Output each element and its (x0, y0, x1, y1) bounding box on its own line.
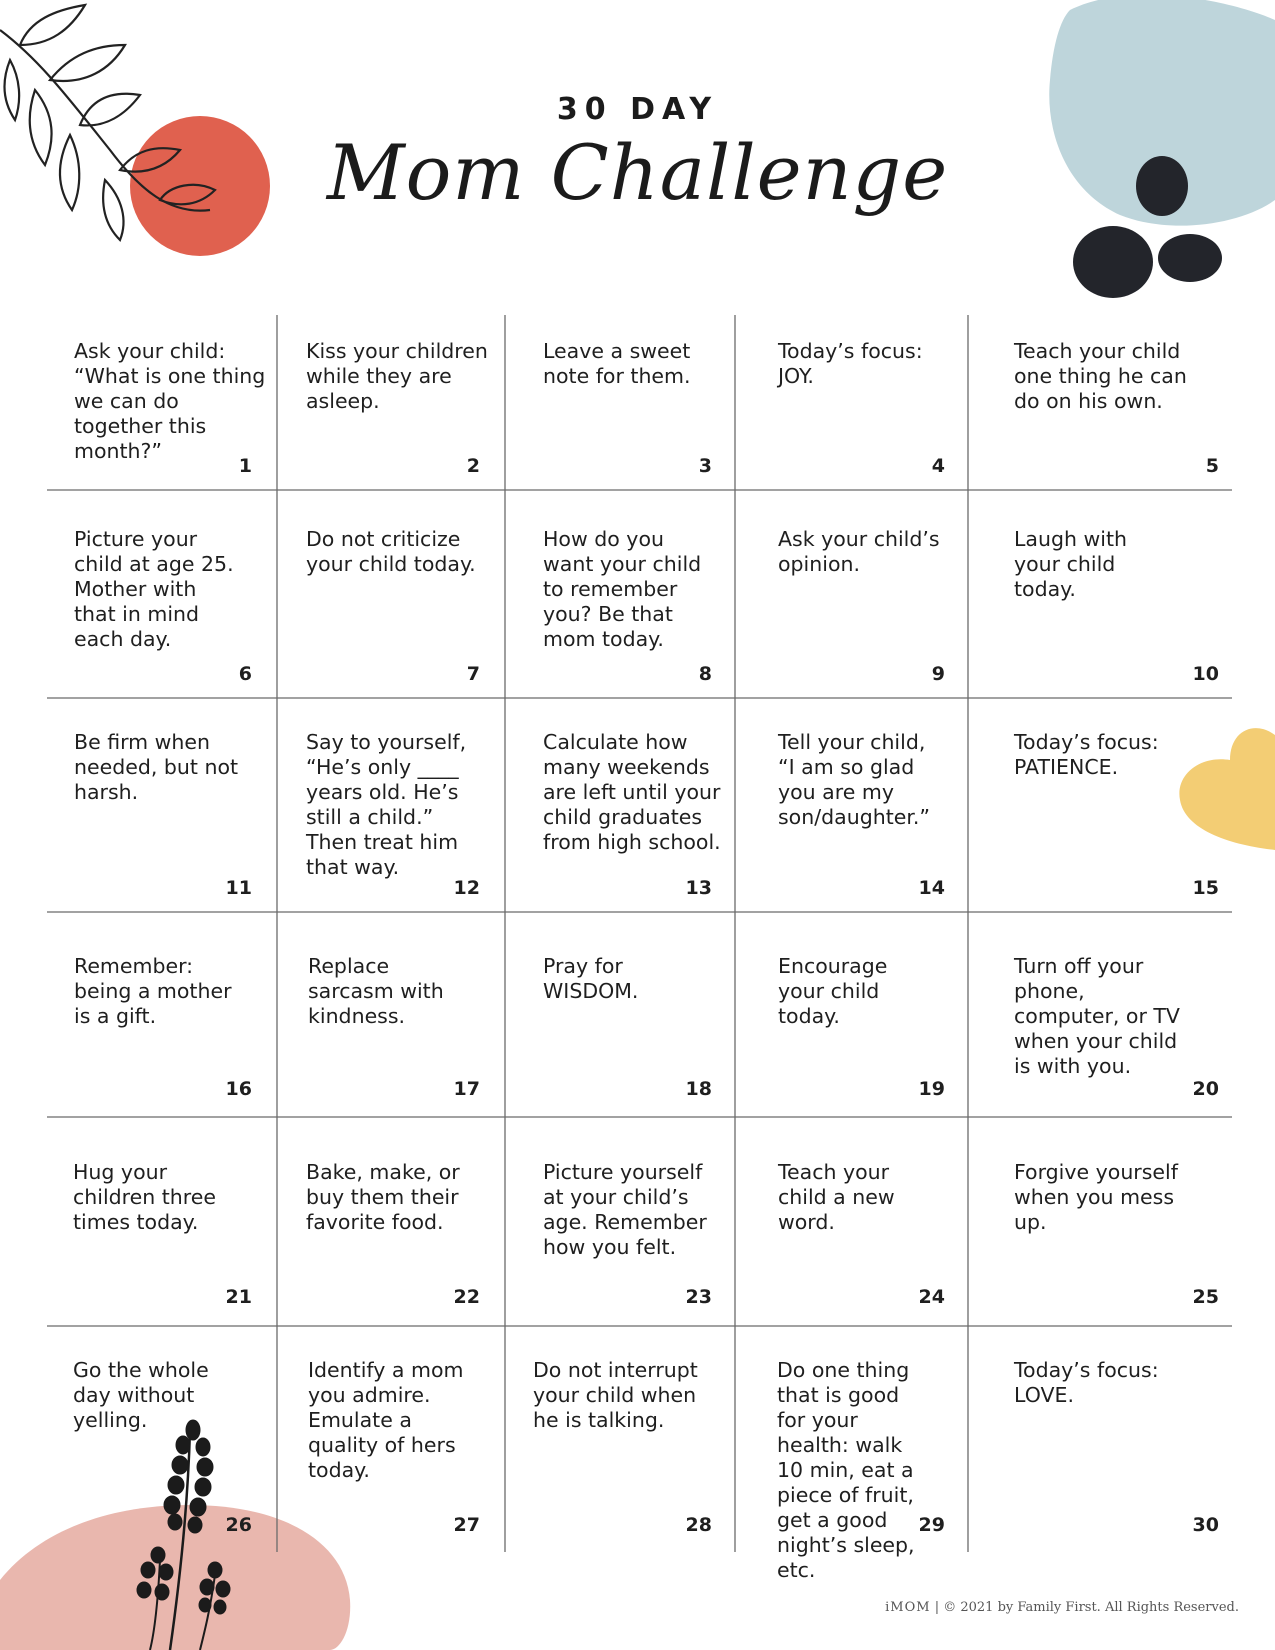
day-number: 11 (225, 877, 252, 899)
day-prompt: Ask your child’s opinion. (778, 527, 940, 576)
day-prompt: Replace sarcasm with kindness. (308, 954, 444, 1028)
day-prompt: Today’s focus: JOY. (778, 339, 923, 388)
day-number: 7 (466, 663, 480, 685)
day-prompt: Say to yourself, “He’s only ____ years old. He’s still a child.” Then treat him that way. (306, 730, 467, 879)
day-number: 26 (225, 1514, 252, 1536)
day-prompt: Identify a mom you admire. Emulate a quality of hers today. (308, 1358, 464, 1482)
day-number: 29 (918, 1514, 945, 1536)
day-number: 17 (453, 1078, 480, 1100)
title-kicker: 30 DAY (556, 92, 719, 127)
day-prompt: Calculate how many weekends are left until your child graduates from high school. (543, 730, 721, 854)
footer-divider: | (934, 1600, 944, 1615)
day-prompt: Ask your child: “What is one thing we can do together this month?” (74, 339, 266, 463)
day-number: 12 (453, 877, 480, 899)
day-number: 3 (698, 455, 712, 477)
day-prompt: Turn off your phone, computer, or TV when your child is with you. (1014, 954, 1180, 1078)
day-number: 8 (698, 663, 712, 685)
day-prompt: Kiss your children while they are asleep. (306, 339, 488, 413)
day-number: 10 (1192, 663, 1219, 685)
day-number: 15 (1192, 877, 1219, 899)
day-number: 18 (685, 1078, 712, 1100)
day-prompt: Teach your child one thing he can do on his own. (1014, 339, 1187, 413)
day-prompt: Teach your child a new word. (778, 1160, 895, 1234)
day-number: 13 (685, 877, 712, 899)
day-number: 4 (931, 455, 945, 477)
day-number: 23 (685, 1286, 712, 1308)
day-prompt: Do one thing that is good for your health: walk 10 min, eat a piece of fruit, get a good night’s sleep, etc. (777, 1358, 915, 1582)
day-number: 22 (453, 1286, 480, 1308)
day-prompt: Hug your children three times today. (73, 1160, 216, 1234)
dark-stone-decoration (1073, 226, 1153, 298)
day-number: 16 (225, 1078, 252, 1100)
day-number: 20 (1192, 1078, 1219, 1100)
day-prompt: Forgive yourself when you mess up. (1014, 1160, 1178, 1234)
page-title: Mom Challenge (326, 128, 949, 217)
day-number: 5 (1205, 455, 1219, 477)
day-number: 27 (453, 1514, 480, 1536)
day-prompt: Bake, make, or buy them their favorite food. (306, 1160, 460, 1234)
day-prompt: Encourage your child today. (778, 954, 888, 1028)
day-prompt: Be firm when needed, but not harsh. (74, 730, 239, 804)
day-number: 14 (918, 877, 945, 899)
day-number: 1 (238, 455, 252, 477)
day-prompt: Tell your child, “I am so glad you are my son/daughter.” (778, 730, 931, 829)
day-number: 21 (225, 1286, 252, 1308)
day-prompt: Pray for WISDOM. (543, 954, 639, 1003)
day-prompt: Leave a sweet note for them. (543, 339, 691, 388)
day-prompt: Remember: being a mother is a gift. (74, 954, 232, 1028)
day-prompt: Today’s focus: PATIENCE. (1014, 730, 1159, 779)
dark-stone-decoration (1158, 234, 1222, 282)
day-number: 28 (685, 1514, 712, 1536)
day-number: 30 (1192, 1514, 1219, 1536)
footer-copyright (885, 1600, 1239, 1615)
day-number: 9 (931, 663, 945, 685)
day-number: 25 (1192, 1286, 1219, 1308)
day-number: 6 (238, 663, 252, 685)
day-prompt: Go the whole day without yelling. (73, 1358, 209, 1432)
footer-brand: iMOM (885, 1600, 931, 1615)
day-prompt: Do not interrupt your child when he is talking. (533, 1358, 698, 1432)
day-prompt: Do not criticize your child today. (306, 527, 476, 576)
day-number: 24 (918, 1286, 945, 1308)
day-prompt: Laugh with your child today. (1014, 527, 1127, 601)
day-prompt: How do you want your child to remember you? Be that mom today. (543, 527, 702, 651)
day-prompt: Picture your child at age 25. Mother with that in mind each day. (74, 527, 234, 651)
footer-copyright-text: © 2021 by Family First. All Rights Reserved. (943, 1600, 1239, 1615)
day-prompt: Today’s focus: LOVE. (1014, 1358, 1159, 1407)
day-prompt: Picture yourself at your child’s age. Remember how you felt. (543, 1160, 707, 1259)
day-number: 19 (918, 1078, 945, 1100)
day-number: 2 (466, 455, 480, 477)
